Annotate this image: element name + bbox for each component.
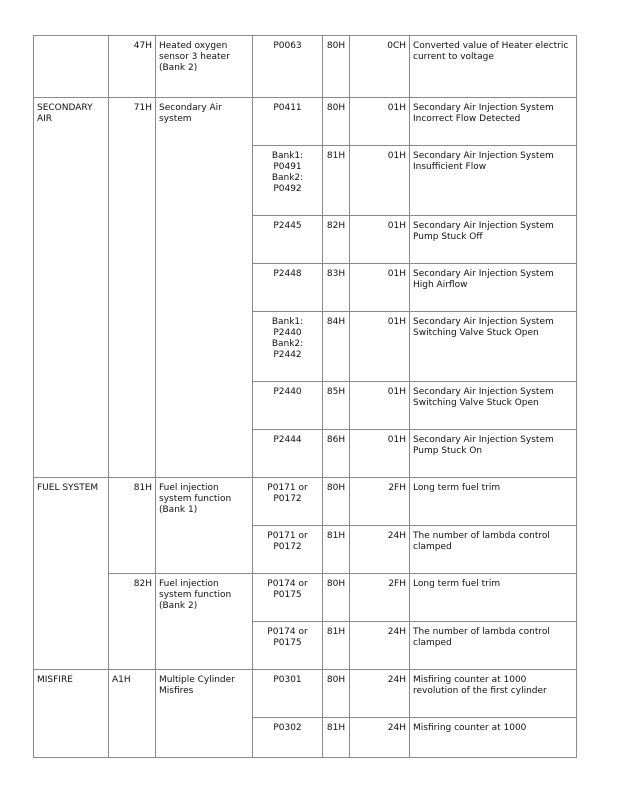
dtc-code: P0171 or: [267, 483, 308, 493]
unit-cell: 01H: [350, 312, 410, 382]
unit-cell: 01H: [350, 98, 410, 146]
dtc-code: Bank2:: [271, 173, 304, 183]
test-id-cell: 71H: [109, 98, 156, 478]
system-cell: [34, 36, 109, 98]
dtc-cell: [253, 216, 323, 264]
description-cell: Secondary Air Injection System Switching Valve Stuck Open: [410, 382, 577, 430]
dtc-cell: [253, 526, 323, 574]
system-cell: SECONDARY AIR: [34, 98, 109, 478]
system-cell: FUEL SYSTEM: [34, 478, 109, 670]
table-row: [34, 670, 577, 718]
dtc-code: P0174 or: [267, 627, 308, 637]
table-row: [34, 36, 577, 98]
dtc-cell: [253, 146, 323, 216]
test-name-cell: Heated oxygen sensor 3 heater (Bank 2): [156, 36, 253, 98]
unit-cell: 24H: [350, 670, 410, 718]
dtc-code: P2445: [273, 221, 302, 231]
test-name-cell: Fuel injection system function (Bank 1): [156, 478, 253, 574]
table-row: [34, 478, 577, 526]
description-cell: The number of lambda control clamped: [410, 622, 577, 670]
dtc-code: P0063: [273, 41, 302, 51]
description-cell: Secondary Air Injection System Insufficient Flow: [410, 146, 577, 216]
description-cell: Secondary Air Injection System Pump Stuck On: [410, 430, 577, 478]
dtc-monitor-table: [33, 35, 577, 758]
dtc-code: P0171 or: [267, 531, 308, 541]
dtc-cell: [253, 36, 323, 98]
unit-cell: 24H: [350, 718, 410, 758]
dtc-code: P0172: [273, 494, 302, 504]
component-id-cell: 81H: [323, 718, 350, 758]
description-cell: Long term fuel trim: [410, 478, 577, 526]
dtc-cell: [253, 382, 323, 430]
description-cell: Secondary Air Injection System Pump Stuck Off: [410, 216, 577, 264]
component-id-cell: 83H: [323, 264, 350, 312]
unit-cell: 01H: [350, 382, 410, 430]
table-row: [34, 574, 577, 622]
component-id-cell: 80H: [323, 574, 350, 622]
dtc-cell: [253, 312, 323, 382]
dtc-code: P0302: [273, 723, 302, 733]
unit-cell: 24H: [350, 622, 410, 670]
dtc-cell: [253, 574, 323, 622]
dtc-code: P0491: [273, 162, 302, 172]
dtc-code: P2442: [273, 350, 302, 360]
description-cell: Long term fuel trim: [410, 574, 577, 622]
dtc-cell: [253, 478, 323, 526]
component-id-cell: 81H: [323, 526, 350, 574]
dtc-code: P2440: [273, 387, 302, 397]
component-id-cell: 80H: [323, 670, 350, 718]
component-id-cell: 80H: [323, 98, 350, 146]
test-id-cell: A1H: [109, 670, 156, 758]
test-name-cell: Multiple Cylinder Misfires: [156, 670, 253, 758]
dtc-cell: [253, 430, 323, 478]
test-name-cell: Fuel injection system function (Bank 2): [156, 574, 253, 670]
description-cell: Secondary Air Injection System Switching Valve Stuck Open: [410, 312, 577, 382]
dtc-code: P0492: [273, 184, 302, 194]
unit-cell: 01H: [350, 430, 410, 478]
dtc-code: P0174 or: [267, 579, 308, 589]
unit-cell: 2FH: [350, 478, 410, 526]
dtc-code: P0301: [273, 675, 302, 685]
unit-cell: 01H: [350, 146, 410, 216]
test-name-cell: Secondary Air system: [156, 98, 253, 478]
dtc-code: P0175: [273, 590, 302, 600]
description-cell: Secondary Air Injection System High Airflow: [410, 264, 577, 312]
component-id-cell: 80H: [323, 478, 350, 526]
unit-cell: 0CH: [350, 36, 410, 98]
component-id-cell: 85H: [323, 382, 350, 430]
system-cell: MISFIRE: [34, 670, 109, 758]
dtc-code: P2440: [273, 328, 302, 338]
unit-cell: 24H: [350, 526, 410, 574]
component-id-cell: 82H: [323, 216, 350, 264]
description-cell: The number of lambda control clamped: [410, 526, 577, 574]
dtc-cell: [253, 622, 323, 670]
component-id-cell: 81H: [323, 622, 350, 670]
dtc-cell: [253, 670, 323, 718]
dtc-code: P0175: [273, 638, 302, 648]
dtc-code: P0411: [273, 103, 302, 113]
dtc-code: Bank2:: [271, 339, 304, 349]
dtc-code: Bank1:: [271, 151, 304, 161]
test-id-cell: 47H: [109, 36, 156, 98]
test-id-cell: 81H: [109, 478, 156, 574]
dtc-code: P2444: [273, 435, 302, 445]
dtc-cell: [253, 718, 323, 758]
test-id-cell: 82H: [109, 574, 156, 670]
unit-cell: 01H: [350, 216, 410, 264]
description-cell: Misfiring counter at 1000: [410, 718, 577, 758]
component-id-cell: 81H: [323, 146, 350, 216]
description-cell: Converted value of Heater electric current to voltage: [410, 36, 577, 98]
unit-cell: 2FH: [350, 574, 410, 622]
component-id-cell: 84H: [323, 312, 350, 382]
dtc-code: Bank1:: [271, 317, 304, 327]
description-cell: Misfiring counter at 1000 revolution of the first cylinder: [410, 670, 577, 718]
unit-cell: 01H: [350, 264, 410, 312]
description-cell: Secondary Air Injection System Incorrect Flow Detected: [410, 98, 577, 146]
table-row: [34, 98, 577, 146]
dtc-cell: [253, 264, 323, 312]
dtc-code: P0172: [273, 542, 302, 552]
component-id-cell: 80H: [323, 36, 350, 98]
component-id-cell: 86H: [323, 430, 350, 478]
dtc-cell: [253, 98, 323, 146]
dtc-code: P2448: [273, 269, 302, 279]
